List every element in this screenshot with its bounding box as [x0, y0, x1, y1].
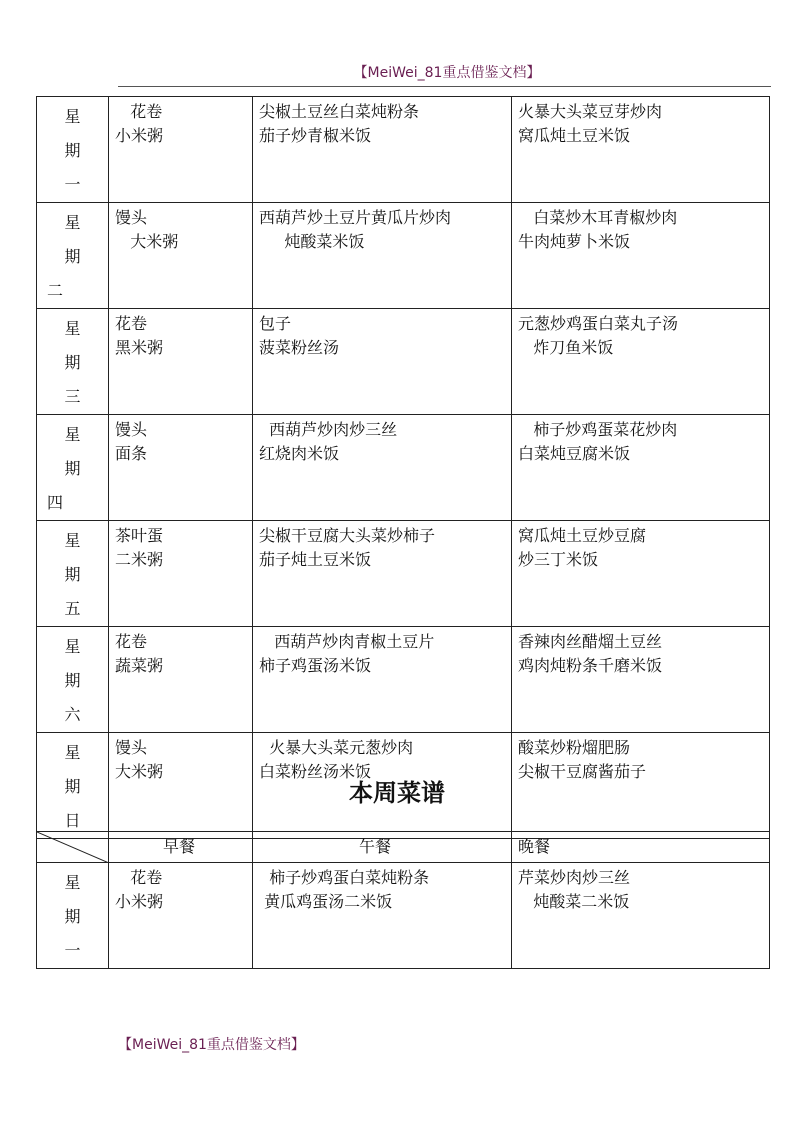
page-header: 【MeiWei_81重点借鉴文档】: [353, 65, 541, 81]
lunch-cell: 西葫芦炒土豆片黄瓜片炒肉 炖酸菜米饭: [253, 203, 512, 309]
day-cell: 星 期 六: [37, 627, 109, 733]
lunch-cell: 西葫芦炒肉炒三丝 红烧肉米饭: [253, 415, 512, 521]
table-row: [37, 97, 770, 203]
table-row: [37, 521, 770, 627]
lunch-header: 午餐: [253, 832, 512, 863]
breakfast-cell: 花卷 小米粥: [109, 863, 253, 969]
breakfast-cell: 花卷 小米粥: [109, 97, 253, 203]
dinner-cell: 柿子炒鸡蛋菜花炒肉 白菜炖豆腐米饭: [512, 415, 770, 521]
table-row: [37, 309, 770, 415]
dinner-cell: 酸菜炒粉熘肥肠 尖椒干豆腐酱茄子: [512, 733, 770, 839]
table-row: [37, 627, 770, 733]
lunch-cell: 火暴大头菜元葱炒肉 白菜粉丝汤米饭: [253, 733, 512, 839]
diagonal-corner-cell: [37, 832, 109, 863]
lunch-cell: 柿子炒鸡蛋白菜炖粉条 黄瓜鸡蛋汤二米饭: [253, 863, 512, 969]
diagonal-line: [37, 832, 109, 863]
day-cell: 星 期 日: [37, 733, 109, 839]
page-footer: 【MeiWei_81重点借鉴文档】: [118, 1037, 305, 1053]
header-row: [37, 832, 770, 863]
day-cell: 星 期 二: [37, 203, 109, 309]
breakfast-cell: 茶叶蛋 二米粥: [109, 521, 253, 627]
table-row: [37, 415, 770, 521]
table-row: [37, 203, 770, 309]
page-title: 本周菜谱: [349, 778, 445, 807]
table-row: [37, 863, 770, 969]
breakfast-cell: 花卷 蔬菜粥: [109, 627, 253, 733]
day-cell: 星 期 三: [37, 309, 109, 415]
breakfast-cell: 馒头 大米粥: [109, 203, 253, 309]
weekly-menu-table: [36, 96, 770, 839]
dinner-cell: 芹菜炒肉炒三丝 炖酸菜二米饭: [512, 863, 770, 969]
dinner-cell: 窝瓜炖土豆炒豆腐 炒三丁米饭: [512, 521, 770, 627]
dinner-cell: 香辣肉丝醋熘土豆丝 鸡肉炖粉条千磨米饭: [512, 627, 770, 733]
lunch-cell: 尖椒土豆丝白菜炖粉条 茄子炒青椒米饭: [253, 97, 512, 203]
dinner-cell: 白菜炒木耳青椒炒肉 牛肉炖萝卜米饭: [512, 203, 770, 309]
day-cell: 星 期 四: [37, 415, 109, 521]
day-cell: 星 期 一: [37, 97, 109, 203]
weekly-menu-table-2: [36, 831, 770, 969]
dinner-cell: 火暴大头菜豆芽炒肉 窝瓜炖土豆米饭: [512, 97, 770, 203]
day-cell: 星 期 一: [37, 863, 109, 969]
day-cell: 星 期 五: [37, 521, 109, 627]
lunch-cell: 尖椒干豆腐大头菜炒柿子 茄子炖土豆米饭: [253, 521, 512, 627]
dinner-header: 晚餐: [512, 832, 770, 863]
dinner-cell: 元葱炒鸡蛋白菜丸子汤 炸刀鱼米饭: [512, 309, 770, 415]
breakfast-cell: 馒头 大米粥: [109, 733, 253, 839]
breakfast-header: 早餐: [109, 832, 253, 863]
lunch-cell: 包子 菠菜粉丝汤: [253, 309, 512, 415]
breakfast-cell: 馒头 面条: [109, 415, 253, 521]
header-rule: [118, 86, 771, 87]
breakfast-cell: 花卷 黑米粥: [109, 309, 253, 415]
lunch-cell: 西葫芦炒肉青椒土豆片 柿子鸡蛋汤米饭: [253, 627, 512, 733]
